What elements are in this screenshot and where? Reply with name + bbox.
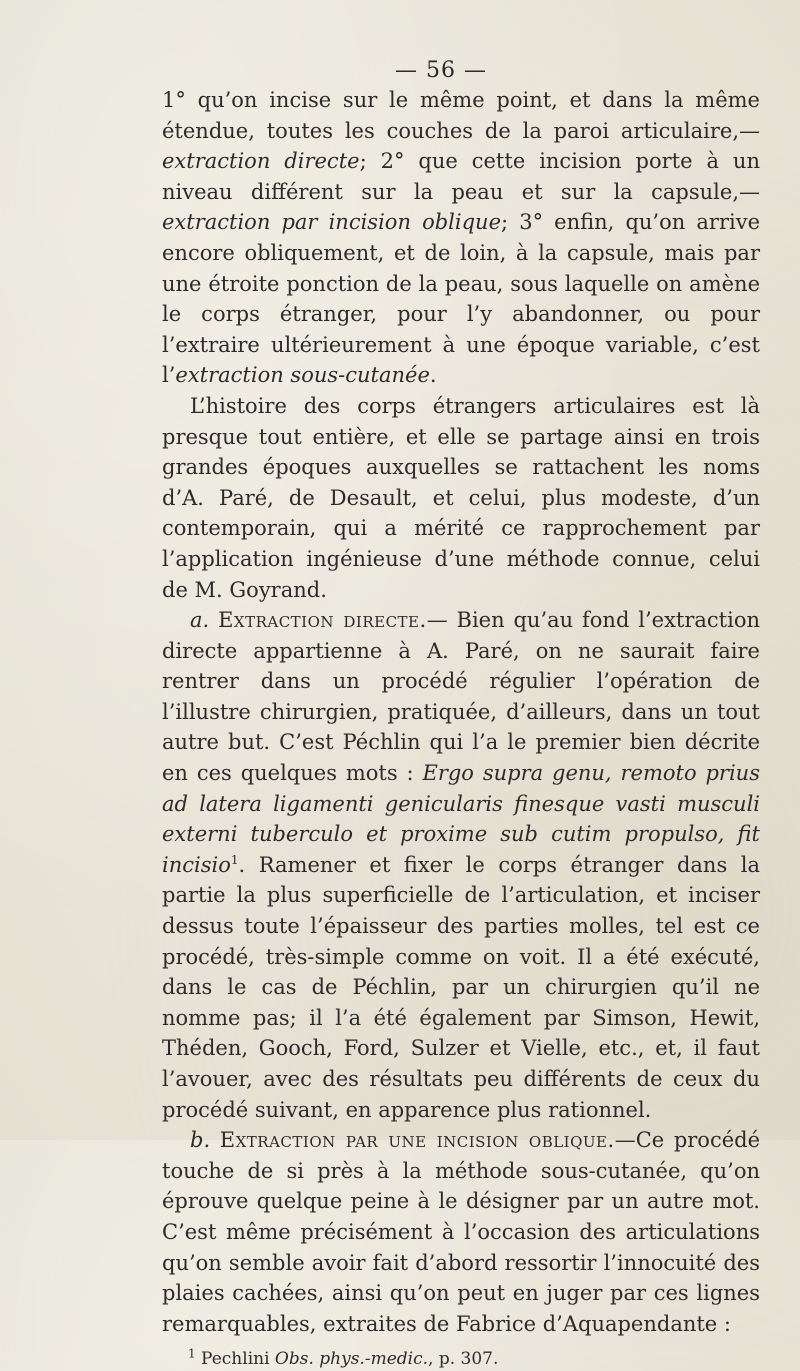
footnote-author: Pechlini [201, 1349, 270, 1370]
footnote [162, 1347, 760, 1371]
footnote-reference: 1 [230, 852, 239, 867]
term-extraction-oblique: extraction par incision oblique [162, 210, 502, 235]
term-extraction-directe: extraction directe [162, 149, 360, 174]
paragraph-3 [162, 605, 760, 1125]
footnote-page: , p. 307. [428, 1349, 499, 1370]
body-text [162, 85, 760, 1371]
text-run: — Bien qu’au fond l’extraction directe appartienne à A. Paré, on ne saurait faire rentrer dans un procédé régulier l’opération de l’illustre chirurgien, pratiquée, d’ailleurs, dans un tout autre but. C’est Péchlin qui l’a le premier bien décrite en ces quelques mots : [162, 608, 760, 786]
text-run: 1° qu’on incise sur le même point, et dans la même étendue, toutes les couches de la paroi articulaire,— [162, 88, 760, 143]
section-heading-extraction-directe: Extraction directe. [218, 608, 427, 633]
latin-quotation: Ergo supra genu, remoto prius ad latera ligamenti genicularis finesque vasti musculi externi tuberculo et proxime sub cutim propulso, fit incisio [162, 761, 760, 877]
text-run: . [429, 363, 437, 388]
paragraph-4 [162, 1125, 760, 1339]
section-label-b: b. [190, 1128, 211, 1153]
section-label-a: a. [190, 608, 210, 633]
text-run: ; 3° enfin, qu’on arrive encore obliquement, et de loin, à la capsule, mais par une étroite ponction de la peau, sous laquelle on amène le corps étranger, pour l’y abandonner, ou pour l’extraire ultérieurement à une époque variable, c’est l’ [162, 210, 760, 388]
footnote-number: 1 [188, 1346, 196, 1361]
text-run: . Ramener et fixer le corps étranger dans la partie la plus superficielle de l’articulation, et inciser dessus toute l’épaisseur des parties molles, tel est ce procédé, très-simple comme on voit. Il a été exécuté, dans le cas de Péchlin, par un chirurgien qu’il ne nomme pas; il l’a été également par Simson, Hewit, Théden, Gooch, Ford, Sulzer et Vielle, etc., et, il faut l’avouer, avec des résultats peu différents de ceux du procédé suivant, en apparence plus rationnel. [162, 852, 760, 1122]
page-number: — 56 — [395, 58, 487, 83]
text-run: —Ce procédé touche de si près à la méthode sous-cutanée, qu’on éprouve quelque peine à le désigner par un autre mot. C’est même précisément à l’occasion des articulations qu’on semble avoir fait d’abord ressortir l’innocuité des plaies cachées, ainsi qu’on peut en juger par ces lignes remarquables, extraites de Fabrice d’Aquapendante : [162, 1128, 761, 1336]
paragraph-1 [162, 85, 760, 391]
term-extraction-sous-cutanee: extraction sous-cutanée [175, 363, 430, 388]
footnote-title: Obs. phys.-medic. [274, 1349, 429, 1370]
section-heading-extraction-oblique: Extraction par une incision oblique. [219, 1128, 615, 1153]
paragraph-2: L’histoire des corps étrangers articulaires est là presque tout entière, et elle se partage ainsi en trois grandes époques auxquelles se rattachent les noms d’A. Paré, de Desault, et celui, plus modeste, d’un contemporain, qui a mérité ce rapprochement par l’application ingénieuse d’une méthode connue, celui de M. Goyrand. [162, 393, 760, 602]
text-run: ; 2° que cette incision porte à un niveau différent sur la peau et sur la capsule,— [162, 149, 760, 204]
